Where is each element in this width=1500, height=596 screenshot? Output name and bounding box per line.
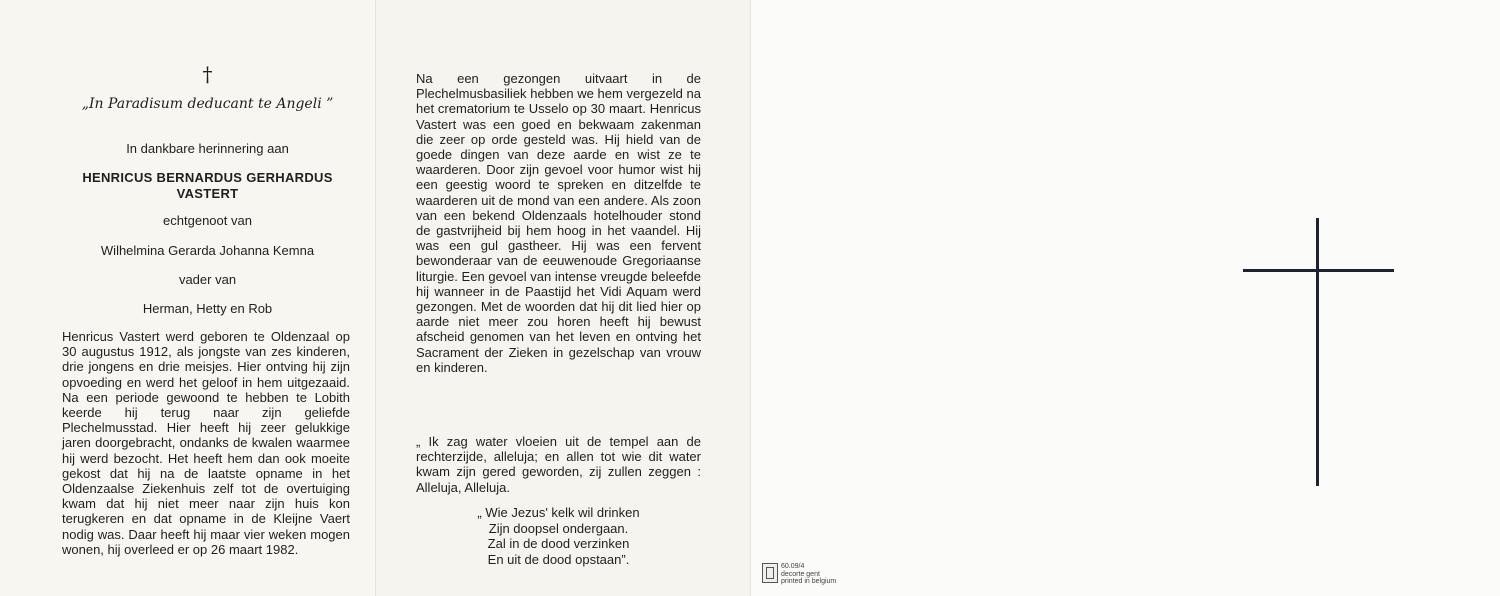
biography-text: Henricus Vastert werd geboren te Oldenzaal op 30 augustus 1912, als jongste van zes kinderen, drie jongens en drie meisjes. Hier ontving hij zijn opvoeding en werd het geloof in hem uitgezaaid. Na een periode gewoond te hebben te Lobith keerde hij terug naar zijn geliefde Plechelmusstad. Hier heeft hij zeer gelukkige jaren doorgebracht, ondanks de kwalen waarmee hij werd bezocht. Het heeft hem dan ook moeite gekost dat hij na de laatste opname in het Oldenzaalse Ziekenhuis zelf tot de overtuiging kwam dat hij niet meer naar zijn huis kon terugkeren en dat opname in de Kleijne Vaert nodig was. Daar heeft hij maar vier weken mogen wonen, hij overleed er op 26 maart 1982. (62, 329, 350, 557)
printer-logo-icon (762, 563, 778, 583)
cross-icon (1243, 218, 1394, 486)
poem-line: „ Wie Jezus' kelk wil drinken (477, 505, 640, 520)
children-names: Herman, Hetty en Rob (142, 301, 273, 316)
fold-line (750, 0, 751, 596)
printer-name: decorte gent (781, 570, 820, 578)
poem-line: En uit de dood opstaan”. (487, 551, 630, 567)
intro-text: In dankbare herinnering aan (126, 141, 289, 156)
small-cross-icon: † (202, 62, 213, 86)
relation-children: vader van (178, 272, 237, 287)
spouse-name: Wilhelmina Gerarda Johanna Kemna (100, 243, 315, 258)
scripture-quote: „ Ik zag water vloeien uit de tempel aan de rechterzijde, alleluja; en allen tot wie dit water kwam zijn gered geworden, zij zullen zeggen : Alleluja, Alleluja. (416, 434, 701, 495)
name-line-1: HENRICUS BERNARDUS GERHARDUS (82, 170, 333, 185)
poem-line: Zal in de dood verzinken (487, 536, 630, 551)
poem-line: Zijn doopsel ondergaan. (488, 520, 629, 536)
printer-info (781, 563, 836, 586)
relation-spouse: echtgenoot van (163, 213, 252, 228)
deceased-name (30, 170, 385, 202)
name-line-2: VASTERT (176, 186, 239, 201)
poem (416, 505, 701, 567)
fold-line (375, 0, 376, 596)
printer-origin: printed in belgium (781, 578, 837, 585)
cross-horizontal-bar (1243, 269, 1394, 272)
cross-vertical-bar (1316, 218, 1319, 486)
motto: „In Paradisum deducant te Angeli ” (81, 96, 334, 112)
life-story-text: Na een gezongen uitvaart in de Plechelmusbasiliek hebben we hem vergezeld na het crematorium te Usselo op 30 maart. Henricus Vastert was een goed en bekwaam zakenman die zeer op orde gesteld was. Hij hield van de goede dingen van deze aarde en wist ze te waarderen. Door zijn gevoel voor humor wist hij een geestig woord te spreken en ditzelfde te waarderen uit de mond van een andere. Als zoon van een bekend Oldenzaals hotelhouder stond de gastvrijheid bij hem hoog in het vaandel. Hij was een gul gastheer. Hij was een fervent bewonderaar van de eeuwenoude Gregoriaanse liturgie. Een gevoel van intense vreugde beleefde hij wanneer in de Paastijd het Vidi Aquam werd gezongen. Met de woorden dat hij dit lied hier op aarde niet meer zou horen heeft hij bewust afscheid genomen van het leven en ontving het Sacrament der Zieken in gezelschap van vrouw en kinderen. (416, 71, 701, 375)
printer-code: 60.09/4 (781, 563, 805, 570)
